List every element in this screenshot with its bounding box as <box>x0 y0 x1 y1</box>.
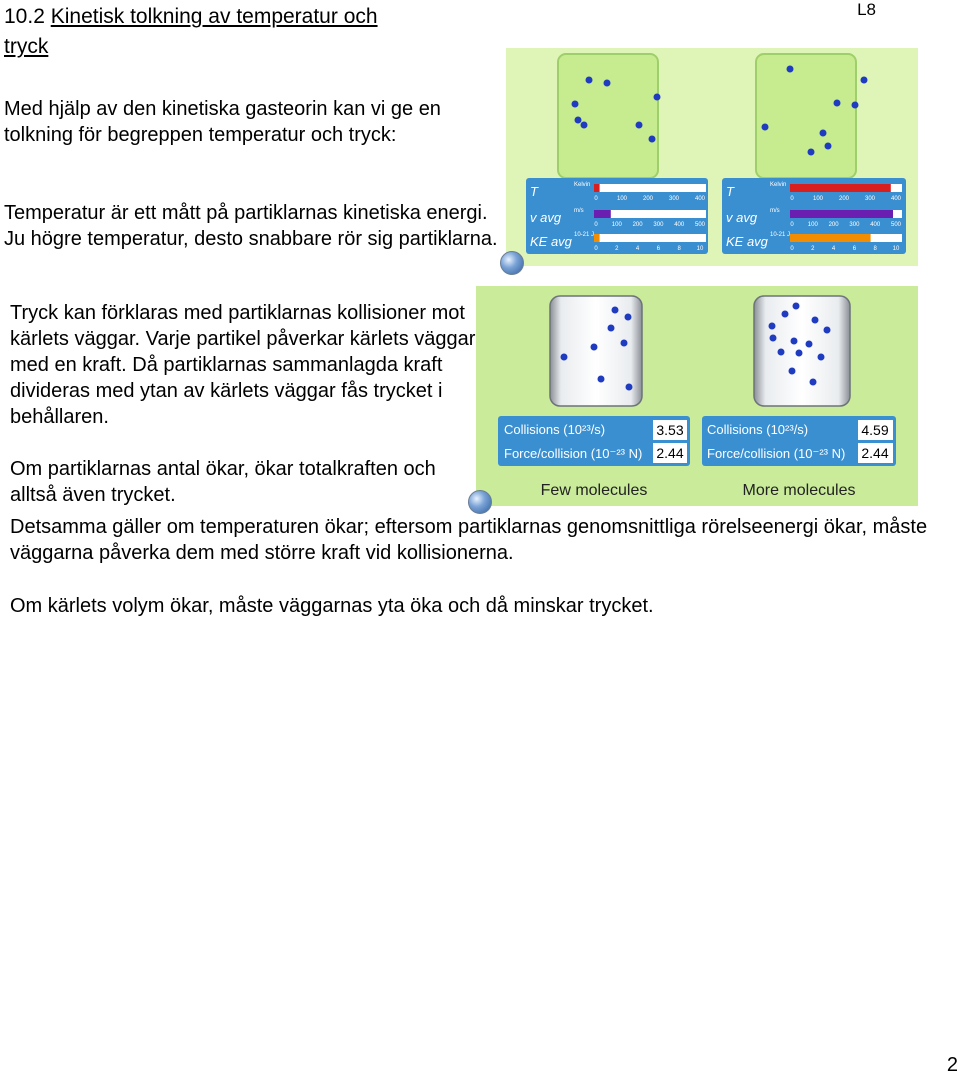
molecule <box>825 143 832 150</box>
molecule <box>808 149 815 156</box>
tick-label-low: 100 <box>611 222 622 228</box>
pressure-paragraph: Tryck kan förklaras med partiklarnas kollisioner mot kärlets väggar. Varje partikel påverkar kärlets väggar med en kraft. Då partiklarnas sammanlagda kraft divideras med ytan av kärlets väggar fås trycket i behållaren. <box>10 302 476 428</box>
tick-label-low: 400 <box>694 196 706 202</box>
caption-more: More molecules <box>742 482 856 499</box>
molecule <box>834 100 841 107</box>
beaker-low-temp <box>558 54 658 178</box>
collisions-value-more: 4.59 <box>861 422 889 438</box>
tick-label-high: 300 <box>849 222 860 228</box>
level-fill-high <box>790 184 891 192</box>
temperature-simulation <box>506 48 918 266</box>
tick-label-low: 400 <box>674 222 685 228</box>
row-label-low: T <box>530 184 538 199</box>
level-fill-low <box>594 184 600 192</box>
force-label-few: Force/collision (10⁻²³ N) <box>504 446 643 461</box>
molecule <box>621 340 628 347</box>
molecule <box>654 94 661 101</box>
molecule <box>852 102 859 109</box>
molecule <box>612 307 619 314</box>
globe-icon[interactable] <box>468 490 492 514</box>
molecule <box>581 122 588 129</box>
page-number: 2 <box>946 1054 958 1076</box>
tick-label-high: 0 <box>790 196 794 202</box>
count-paragraph: Om partiklarnas antal ökar, ökar totalkraften och alltså även trycket. <box>10 458 436 506</box>
row-label-high: T <box>726 184 734 199</box>
molecule <box>812 317 819 324</box>
molecule <box>586 77 593 84</box>
row-unit-high: Kelvin <box>770 182 787 188</box>
tick-label-low: 200 <box>642 196 654 202</box>
cylinder-more <box>754 296 850 406</box>
level-fill-low <box>594 234 600 242</box>
molecule <box>789 368 796 375</box>
molecule <box>598 376 605 383</box>
collisions-value-few: 3.53 <box>656 422 684 438</box>
tick-label-high: 100 <box>807 222 818 228</box>
collisions-label-few: Collisions (10²³/s) <box>504 422 606 437</box>
molecule <box>791 338 798 345</box>
beaker-high-temp <box>756 54 856 178</box>
force-value-few: 2.44 <box>656 445 684 461</box>
tick-label-high: 0 <box>790 246 794 252</box>
tick-label-low: 300 <box>668 196 680 202</box>
molecule <box>820 130 827 137</box>
row-unit-low: 10-21 J <box>574 232 595 238</box>
molecule <box>806 341 813 348</box>
row-label-low: KE avg <box>530 234 572 249</box>
row-unit-low: Kelvin <box>574 182 591 188</box>
row-label-high: v avg <box>726 210 758 225</box>
molecule <box>626 384 633 391</box>
tick-label-high: 400 <box>890 196 902 202</box>
tick-label-low: 0 <box>594 196 598 202</box>
molecule <box>572 101 579 108</box>
molecule <box>793 303 800 310</box>
molecule <box>778 349 785 356</box>
globe-icon[interactable] <box>500 251 524 275</box>
tick-label-high: 4 <box>831 246 836 252</box>
tick-label-low: 100 <box>616 196 628 202</box>
level-fill-high <box>790 234 871 242</box>
volume-paragraph: Om kärlets volym ökar, måste väggarnas yta öka och då minskar trycket. <box>10 595 654 617</box>
tick-label-high: 2 <box>811 246 815 252</box>
level-track-low <box>594 184 706 192</box>
row-unit-high: m/s <box>770 208 780 214</box>
tick-label-low: 0 <box>594 246 598 252</box>
tick-label-low: 8 <box>677 246 681 252</box>
tick-label-low: 500 <box>694 222 706 228</box>
title-line1: Kinetisk tolkning av temperatur och <box>50 5 378 28</box>
tick-label-high: 200 <box>838 196 850 202</box>
molecule <box>782 311 789 318</box>
pressure-simulation <box>476 286 918 506</box>
tick-label-low: 4 <box>635 246 640 252</box>
same-temp-paragraph: Detsamma gäller om temperaturen ökar; eftersom partiklarnas genomsnittliga rörelseenergi ökar, måste väggarna påverka dem med större kraft vid kollisionerna. <box>10 516 928 564</box>
molecule <box>861 77 868 84</box>
molecule <box>810 379 817 386</box>
molecule <box>787 66 794 73</box>
molecule <box>769 323 776 330</box>
lesson-tag: L8 <box>857 0 876 19</box>
molecule <box>818 354 825 361</box>
sim2-background <box>476 286 918 506</box>
row-unit-low: m/s <box>574 208 584 214</box>
level-fill-high <box>790 210 893 218</box>
force-value-more: 2.44 <box>861 445 889 461</box>
molecule <box>561 354 568 361</box>
tick-label-low: 2 <box>615 246 619 252</box>
temperature-simulation-svg <box>506 48 918 266</box>
title-number: 10.2 <box>4 5 45 28</box>
temperature-paragraph: Temperatur är ett mått på partiklarnas kinetiska energi. Ju högre temperatur, desto snabbare rör sig partiklarna. <box>4 202 498 250</box>
molecule <box>625 314 632 321</box>
tick-label-low: 300 <box>653 222 664 228</box>
molecule <box>636 122 643 129</box>
molecule <box>770 335 777 342</box>
collisions-label-more: Collisions (10²³/s) <box>707 422 809 437</box>
row-label-low: v avg <box>530 210 562 225</box>
page-title <box>4 2 474 62</box>
tick-label-high: 300 <box>864 196 876 202</box>
molecule <box>762 124 769 131</box>
molecule <box>604 80 611 87</box>
tick-label-high: 200 <box>828 222 839 228</box>
molecule <box>824 327 831 334</box>
tick-label-high: 500 <box>890 222 902 228</box>
tick-label-low: 10 <box>696 246 704 252</box>
level-track-low <box>594 234 706 242</box>
molecule <box>649 136 656 143</box>
tick-label-low: 0 <box>594 222 598 228</box>
row-label-high: KE avg <box>726 234 768 249</box>
title-line2: tryck <box>4 35 49 58</box>
pressure-simulation-svg <box>476 286 918 506</box>
intro-paragraph: Med hjälp av den kinetiska gasteorin kan vi ge en tolkning för begreppen temperatur och tryck: <box>4 98 441 146</box>
tick-label-high: 6 <box>852 246 857 252</box>
molecule <box>796 350 803 357</box>
tick-label-high: 8 <box>873 246 877 252</box>
level-fill-low <box>594 210 611 218</box>
molecule <box>608 325 615 332</box>
caption-few: Few molecules <box>540 482 648 499</box>
row-unit-high: 10-21 J <box>770 232 791 238</box>
force-label-more: Force/collision (10⁻²³ N) <box>707 446 846 461</box>
tick-label-high: 400 <box>870 222 881 228</box>
tick-label-low: 200 <box>632 222 643 228</box>
tick-label-high: 10 <box>892 246 900 252</box>
molecule <box>575 117 582 124</box>
tick-label-low: 6 <box>656 246 661 252</box>
molecule <box>591 344 598 351</box>
tick-label-high: 100 <box>812 196 824 202</box>
tick-label-high: 0 <box>790 222 794 228</box>
